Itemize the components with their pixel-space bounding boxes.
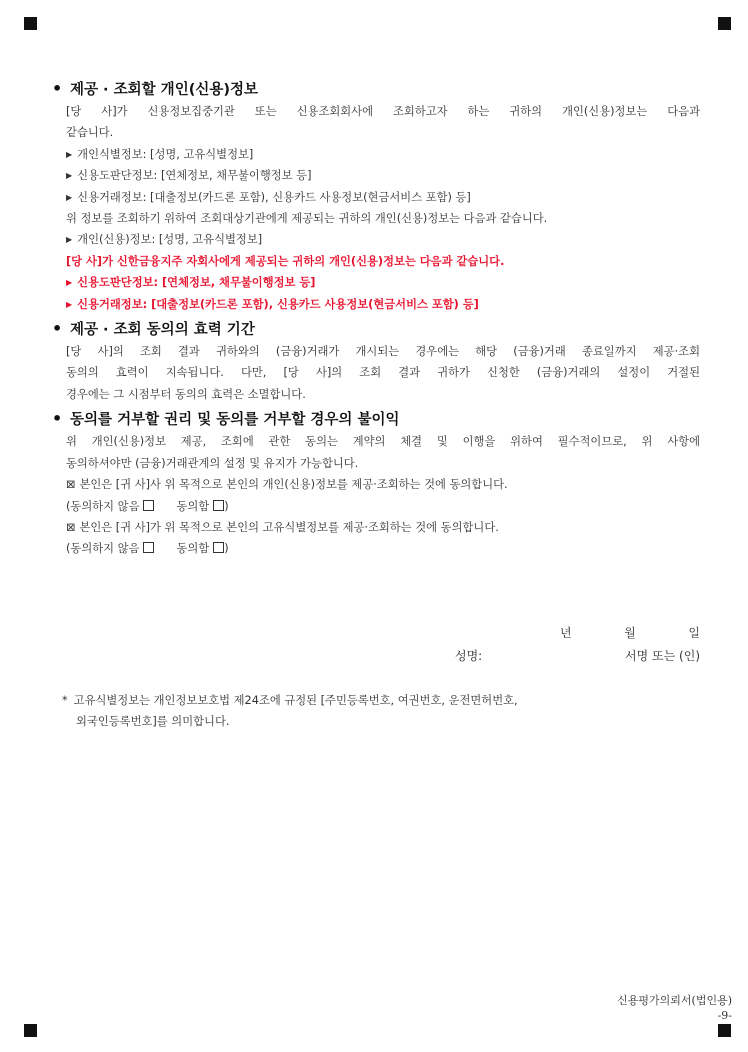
footnote: * 고유식별정보는 개인정보보호법 제24조에 규정된 [주민등록번호, 여권번호, 운전면허번호, 외국인등록번호]를 의미합니다. (62, 694, 518, 728)
page-footer (617, 993, 732, 1023)
document-body (52, 76, 700, 560)
month-label: 월 (624, 626, 636, 640)
section-heading-info-provided (52, 76, 700, 100)
registration-mark-top-left (24, 17, 37, 30)
highlighted-list-item: ▶ 신용도판단정보: [연체정보, 채무불이행정보 등] (66, 276, 316, 290)
consent-statement: ⊠ 본인은 [귀 사]가 위 목적으로 본인의 고유식별정보를 제공·조회하는 것에 동의합니다. (52, 517, 700, 538)
list-item: ▶ 개인(신용)정보: [성명, 고유식별정보] (66, 233, 263, 247)
triangle-bullet-icon: ▶ (66, 149, 73, 159)
section-title: 동의를 거부할 권리 및 동의를 거부할 경우의 불이익 (70, 411, 400, 428)
name-label: 성명: (455, 649, 483, 663)
triangle-bullet-icon: ▶ (66, 235, 73, 245)
page-number: -9- (717, 1009, 732, 1022)
paragraph-line: 동의하셔야만 (금융)거래관계의 설정 및 유지가 가능합니다. (66, 456, 359, 470)
triangle-bullet-icon: ▶ (66, 171, 73, 181)
bullet-icon: • (52, 318, 63, 338)
list-item: ▶ 신용도판단정보: [연체정보, 채무불이행정보 등] (66, 169, 312, 183)
registration-mark-bottom-left (24, 1024, 37, 1037)
section-heading-right-to-refuse (52, 406, 700, 430)
list-item: ▶ 개인식별정보: [성명, 고유식별정보] (66, 147, 254, 161)
day-label: 일 (688, 626, 700, 640)
consent-choice-row: (동의하지 않음 동의함 ) (66, 542, 229, 556)
registration-mark-bottom-right (718, 1024, 731, 1037)
consent-choice-row: (동의하지 않음 동의함 ) (66, 499, 229, 513)
checked-box-icon: ⊠ (66, 478, 76, 492)
highlighted-line: [당 사]가 신한금융지주 자회사에게 제공되는 귀하의 개인(신용)정보는 다음과 같습니다. (66, 254, 505, 268)
paragraph-line: 같습니다. (66, 126, 114, 140)
document-name: 신용평가의뢰서(법인용) (617, 994, 732, 1007)
paragraph-line: [당 사]가 신용정보집중기관 또는 신용조회회사에 조회하고자 하는 귀하의 개인(신용)정보는 다음과 (66, 105, 700, 118)
triangle-bullet-icon: ▶ (66, 278, 73, 288)
date-field-row (560, 624, 700, 641)
agree-checkbox[interactable] (213, 500, 224, 511)
paragraph-line: 경우에는 그 시점부터 동의의 효력은 소멸합니다. (66, 387, 306, 401)
section-title: 제공 · 조회할 개인(신용)정보 (70, 81, 258, 98)
triangle-bullet-icon: ▶ (66, 192, 73, 202)
paragraph-line: 동의의 효력이 지속됩니다. 다만, [당 사]의 조회 결과 귀하가 신청한 (금융)거래의 설정이 거절된 (66, 366, 700, 380)
disagree-checkbox[interactable] (143, 542, 154, 553)
registration-mark-top-right (718, 17, 731, 30)
agree-checkbox[interactable] (213, 542, 224, 553)
checked-box-icon: ⊠ (66, 520, 76, 534)
signature-row (455, 647, 700, 664)
paragraph-line: 위 정보를 조회하기 위하여 조회대상기관에게 제공되는 귀하의 개인(신용)정보는 다음과 같습니다. (66, 212, 548, 226)
disagree-checkbox[interactable] (143, 500, 154, 511)
bullet-icon: • (52, 78, 63, 98)
section-title: 제공 · 조회 동의의 효력 기간 (70, 321, 255, 338)
section-heading-consent-period (52, 316, 700, 340)
year-label: 년 (560, 626, 572, 640)
list-item: ▶ 신용거래정보: [대출정보(카드론 포함), 신용카드 사용정보(현금서비스 포함) 등] (66, 190, 471, 204)
consent-statement: ⊠ 본인은 [귀 사]사 위 목적으로 본인의 개인(신용)정보를 제공·조회하는 것에 동의합니다. (52, 474, 700, 495)
paragraph-line: 위 개인(신용)정보 제공, 조회에 관한 동의는 계약의 체결 및 이행을 위하여 필수적이므로, 위 사항에 (66, 435, 700, 449)
paragraph-line: [당 사]의 조회 결과 귀하와의 (금융)거래가 개시되는 경우에는 해당 (금융)거래 종료일까지 제공·조회 (66, 345, 700, 359)
highlighted-list-item: ▶ 신용거래정보: [대출정보(카드론 포함), 신용카드 사용정보(현금서비스 포함) 등] (66, 297, 479, 311)
bullet-icon: • (52, 408, 63, 428)
triangle-bullet-icon: ▶ (66, 299, 73, 309)
signature-label: 서명 또는 (인) (625, 649, 700, 663)
asterisk: * (62, 694, 68, 707)
